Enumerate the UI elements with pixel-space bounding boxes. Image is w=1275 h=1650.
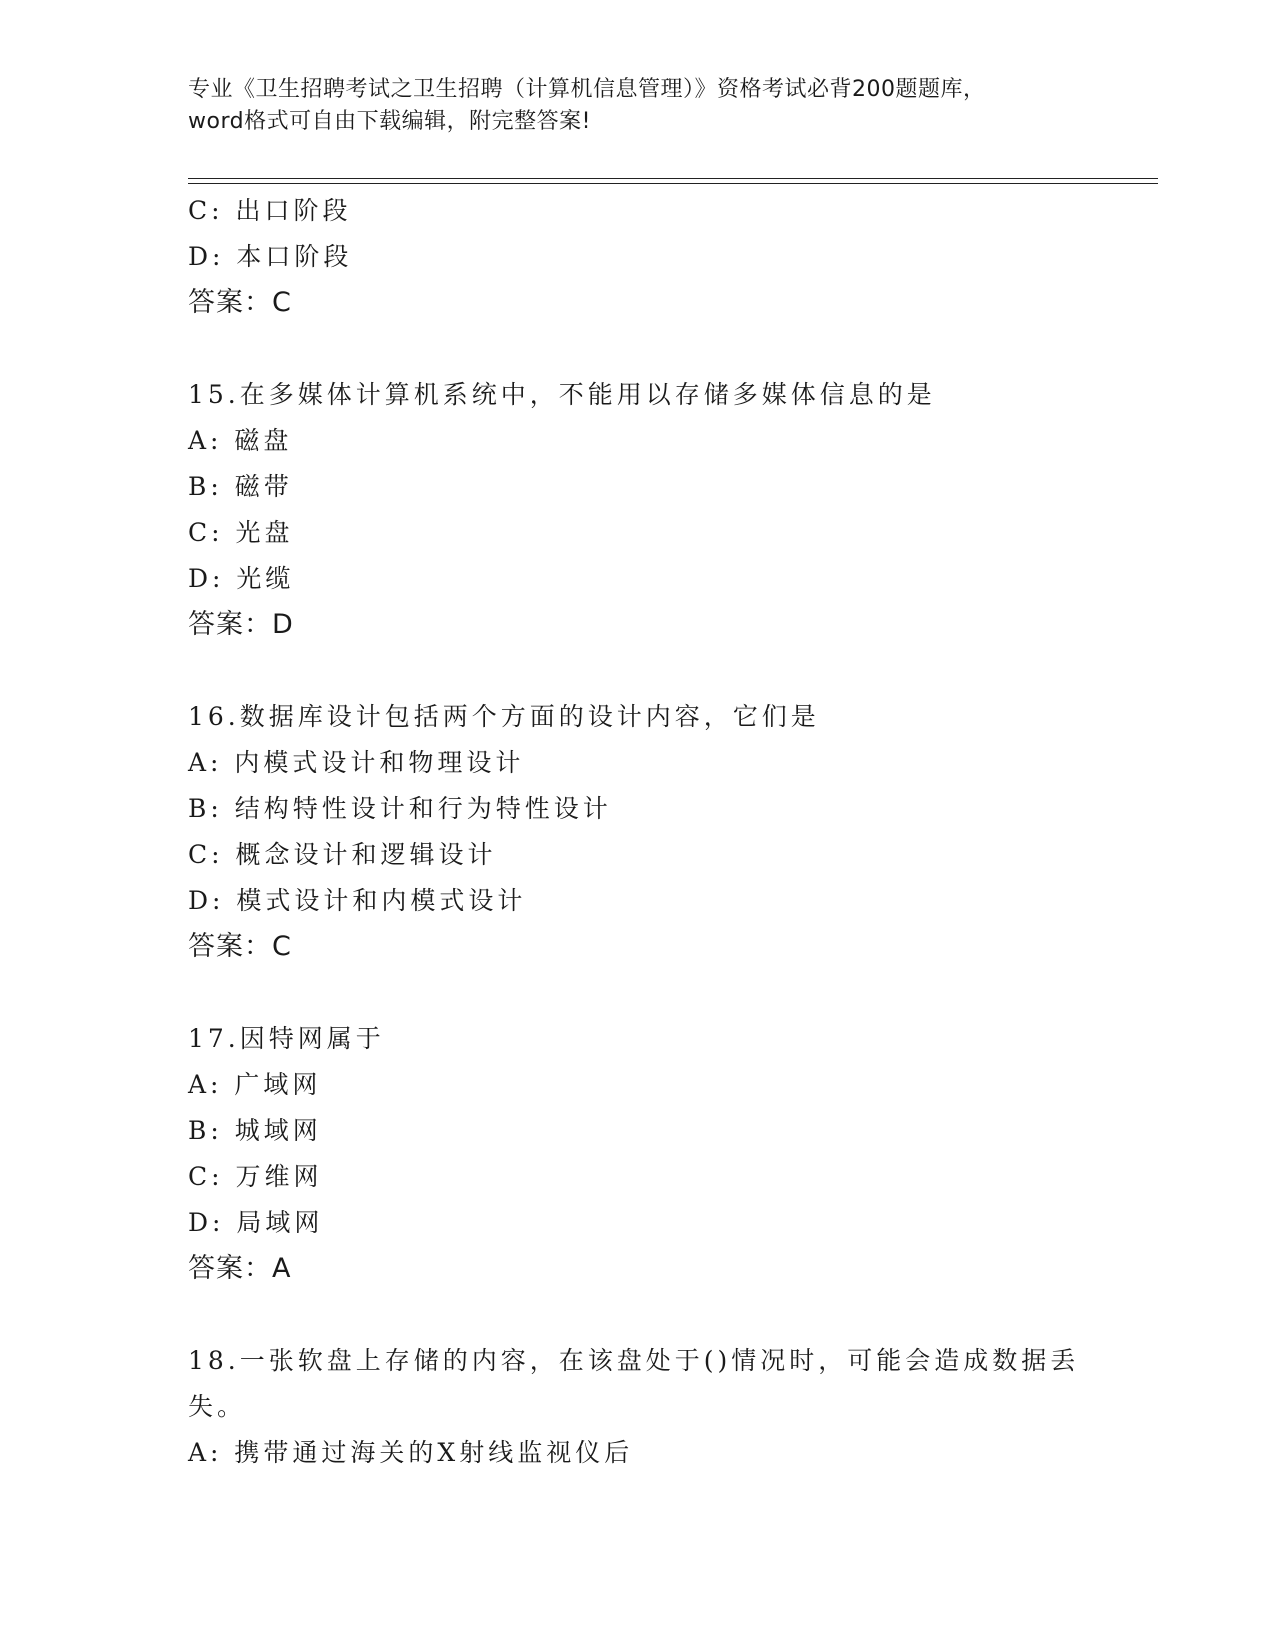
option-d: D: 局域网 <box>188 1208 324 1237</box>
option-a: A: 内模式设计和物理设计 <box>188 748 525 777</box>
option-d: D: 本口阶段 <box>188 242 353 271</box>
answer-line: 答案：C <box>188 287 292 318</box>
option-c: C: 出口阶段 <box>188 196 352 225</box>
question-18-text-line-1: 18.一张软盘上存储的内容，在该盘处于()情况时，可能会造成数据丢 <box>188 1346 1080 1375</box>
option-c: C: 概念设计和逻辑设计 <box>188 840 497 869</box>
spacer <box>188 970 1088 1016</box>
option-b: B: 结构特性设计和行为特性设计 <box>188 794 612 823</box>
spacer <box>188 648 1088 694</box>
question-list <box>188 188 1088 1476</box>
option-b: B: 磁带 <box>188 472 293 501</box>
option-a: A: 广域网 <box>188 1070 322 1099</box>
header-divider-top <box>188 178 1158 179</box>
answer-line: 答案：D <box>188 609 294 640</box>
question-16-text: 16.数据库设计包括两个方面的设计内容，它们是 <box>188 702 820 731</box>
question-18-text-line-2: 失。 <box>188 1392 247 1421</box>
header-divider-bottom <box>188 183 1158 184</box>
option-c: C: 光盘 <box>188 518 294 547</box>
header-line-2: word格式可自由下载编辑，附完整答案! <box>188 109 591 134</box>
option-a: A: 携带通过海关的X射线监视仪后 <box>188 1438 634 1467</box>
document-header <box>188 74 1088 138</box>
spacer <box>188 1292 1088 1338</box>
option-a: A: 磁盘 <box>188 426 293 455</box>
option-d: D: 模式设计和内模式设计 <box>188 886 527 915</box>
question-17-text: 17.因特网属于 <box>188 1024 385 1053</box>
answer-line: 答案：C <box>188 931 292 962</box>
answer-line: 答案：A <box>188 1253 292 1284</box>
question-15-text: 15.在多媒体计算机系统中，不能用以存储多媒体信息的是 <box>188 380 936 409</box>
spacer <box>188 326 1088 372</box>
option-b: B: 城域网 <box>188 1116 322 1145</box>
option-c: C: 万维网 <box>188 1162 323 1191</box>
option-d: D: 光缆 <box>188 564 295 593</box>
header-line-1: 专业《卫生招聘考试之卫生招聘（计算机信息管理）》资格考试必背200题题库， <box>188 77 986 102</box>
